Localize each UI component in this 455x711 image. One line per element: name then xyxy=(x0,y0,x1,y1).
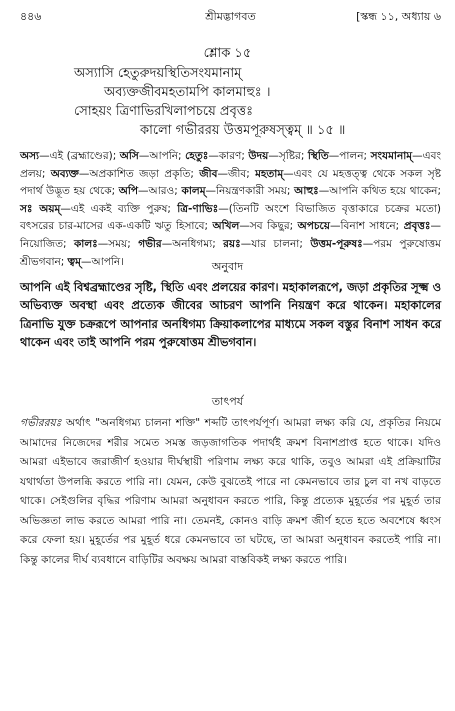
synonym-word: ত্বম্ xyxy=(67,255,81,268)
section-reference: [স্কন্ধ ১১, অধ্যায় ৬ xyxy=(356,10,441,23)
synonym-word: অপচয়ে xyxy=(297,220,330,233)
synonym-meaning: —অনধিগম্য; xyxy=(161,237,224,250)
synonym-meaning: —কারণ; xyxy=(208,150,249,162)
verse-label: শ্লোক ১৫ xyxy=(203,46,252,61)
synonym-meaning: —এই (ব্রহ্মাণ্ডের); xyxy=(39,150,120,162)
page-number: ৪৪৬ xyxy=(20,10,42,23)
word-meanings xyxy=(20,148,441,271)
synonym-word: অস্য xyxy=(20,150,40,162)
purport-text xyxy=(20,414,441,570)
synonym-word: জীব xyxy=(199,167,218,180)
purport-lead-term: গভীররয়ঃ xyxy=(20,417,62,429)
synonym-word: অখিল xyxy=(212,220,240,233)
synonym-word: উদয় xyxy=(248,150,269,162)
verse-line: অব্যক্তজীবমহতামপি কালমাহুঃ । xyxy=(104,85,271,100)
synonym-meaning: —বিনাশ সাধনে; xyxy=(329,220,404,233)
synonym-word: অব্যক্ত xyxy=(50,167,79,180)
synonym-word: গভীর xyxy=(138,237,162,250)
verse-text xyxy=(74,64,435,140)
verse-line: সোহয়ং ত্রিণাভিরখিলাপচয়ে প্রবৃত্তঃ xyxy=(74,104,254,119)
synonym-meaning: —যার চালনা; xyxy=(240,237,311,250)
synonym-word: ত্রি-ণাভিঃ xyxy=(177,202,219,215)
synonym-meaning: —জীব; xyxy=(217,167,256,180)
synonym-meaning: —আপনি; xyxy=(138,150,186,162)
synonym-meaning: —আপনি। xyxy=(80,255,124,268)
verse-line: কালো গভীররয় উত্তমপূরুষস্ত্বম্ ॥ ১৫ ॥ xyxy=(140,123,346,138)
synonym-meaning: —নিয়ন্ত্রণকারী সময়; xyxy=(205,185,295,198)
synonym-word: কালম্ xyxy=(181,185,206,198)
book-title: শ্রীমদ্ভাগবত xyxy=(205,10,256,23)
synonym-word: আহুঃ xyxy=(294,185,319,198)
synonym-meaning: —এবং যে মহত্তত্ত্ব থেকে সকল সৃষ্ট পদার্থ উদ্ভূত হয় থেকে; xyxy=(20,167,441,198)
synonym-meaning: —অপ্রকাশিত জড়া প্রকৃতি; xyxy=(78,167,200,180)
synonym-meaning: —নিয়োজিত; xyxy=(20,220,442,250)
synonym-meaning: —সময়; xyxy=(97,237,139,250)
page-header xyxy=(20,8,441,26)
synonym-meaning: —সৃষ্টির; xyxy=(268,150,308,162)
synonym-word: অপি xyxy=(118,185,139,198)
synonym-word: কালঃ xyxy=(73,237,98,250)
synonym-word: উত্তম-পূরুষঃ xyxy=(310,237,363,250)
synonym-word: স্থিতি xyxy=(307,150,329,162)
synonym-meaning: —এবং প্রলয়; xyxy=(20,150,441,180)
synonym-meaning: —সব কিছুর; xyxy=(239,220,298,233)
synonym-word: প্রবৃত্তঃ xyxy=(403,220,431,233)
synonym-meaning: —আরও; xyxy=(138,185,182,198)
synonym-word: সঃ অয়ম্ xyxy=(20,202,61,215)
synonym-word: মহতাম্ xyxy=(255,167,284,180)
synonym-meaning: —আপনি কথিত হয়ে থাকেন; xyxy=(318,185,441,198)
purport-body: অর্থাৎ "অনধিগম্য চালনা শক্তি" শব্দটি তাৎপর্যপূর্ণ। আমরা লক্ষ্য করি যে, প্রকৃতির নিয়মে আমাদের নিজেদের শরীর সমেত সমস্ত জড়জাগতিক পদার্থই ক্রমশ বিনাশপ্রাপ্ত হতে থাকে। যদিও আমরা এইভাবে জরাজীর্ণ হওয়ার দীর্ঘস্থায়ী পরিণাম লক্ষ্য করে থাকি, তবুও আমরা এই প্রক্রিয়াটির যথার্থতা উপলব্ধি করতে পারি না। যেমন, কেউ বুঝতেই পারে না কেমনভাবে তার চুল বা নখ বাড়তে থাকে। সেইগুলির বৃদ্ধির পরিণাম আমরা অনুধাবন করতে পারি, কিন্তু প্রত্যেক মুহূর্তের পর মুহূর্ত তার অভিজ্ঞতা লাভ করতে আমরা পারি না। তেমনই, কোনও বাড়ি ক্রমশ জীর্ণ হতে হতে অবশেষে ধ্বংস করে ফেলা হয়। মুহূর্তের পর মুহূর্ত ধরে কেমনভাবে তা ঘটছে, তা আমরা অনুধাবন করতেই পারি না। কিন্তু কালের দীর্ঘ ব্যবধানে বাড়িটির অবক্ষয় আমরা বাস্তবিকই লক্ষ্য করতে পারি। xyxy=(20,417,441,566)
synonym-meaning: —পরম পুরুষোত্তম শ্রীভগবান; xyxy=(20,237,441,268)
synonym-word: হেতুঃ xyxy=(185,150,209,162)
synonym-word: অসি xyxy=(119,150,139,162)
verse-line: অস্যাসি হেতুরুদয়স্থিতিসংযমানাম্ xyxy=(74,66,242,81)
synonym-meaning: —পালন; xyxy=(328,150,371,162)
synonym-word: রয়ঃ xyxy=(223,237,241,250)
purport-title: তাৎপর্য xyxy=(211,395,244,408)
synonym-meaning: —(তিনটি অংশে বিভাজিত বৃত্তাকারে চক্রের মতো) বৎসরের চার-মাসের এক-একটি ঋতু হিসাবে; xyxy=(20,202,441,233)
synonym-meaning: —এই একই ব্যক্তি পুরুষ; xyxy=(60,202,178,215)
synonym-word: সংযমানাম্ xyxy=(370,150,413,162)
translation-text: আপনি এই বিশ্বব্রহ্মাণ্ডের সৃষ্টি, স্থিতি এবং প্রলয়ের কারণ। মহাকালরূপে, জড়া প্রকৃতির সূক্ষ্ম ও অভিব্যক্ত অবস্থা এবং প্রত্যেক জীবের আচরণ আপনি নিয়ন্ত্রণ করে থাকেন। মহাকালের ত্রিনাভি যুক্ত চক্ররূপে আপনার অনধিগম্য ক্রিয়াকলাপের মাধ্যমে সকল বস্তুর বিনাশ সাধন করে থাকেন এবং তাই আপনি পরম পুরুষোত্তম শ্রীভগবান। xyxy=(20,280,441,350)
translation-title: অনুবাদ xyxy=(211,260,244,273)
